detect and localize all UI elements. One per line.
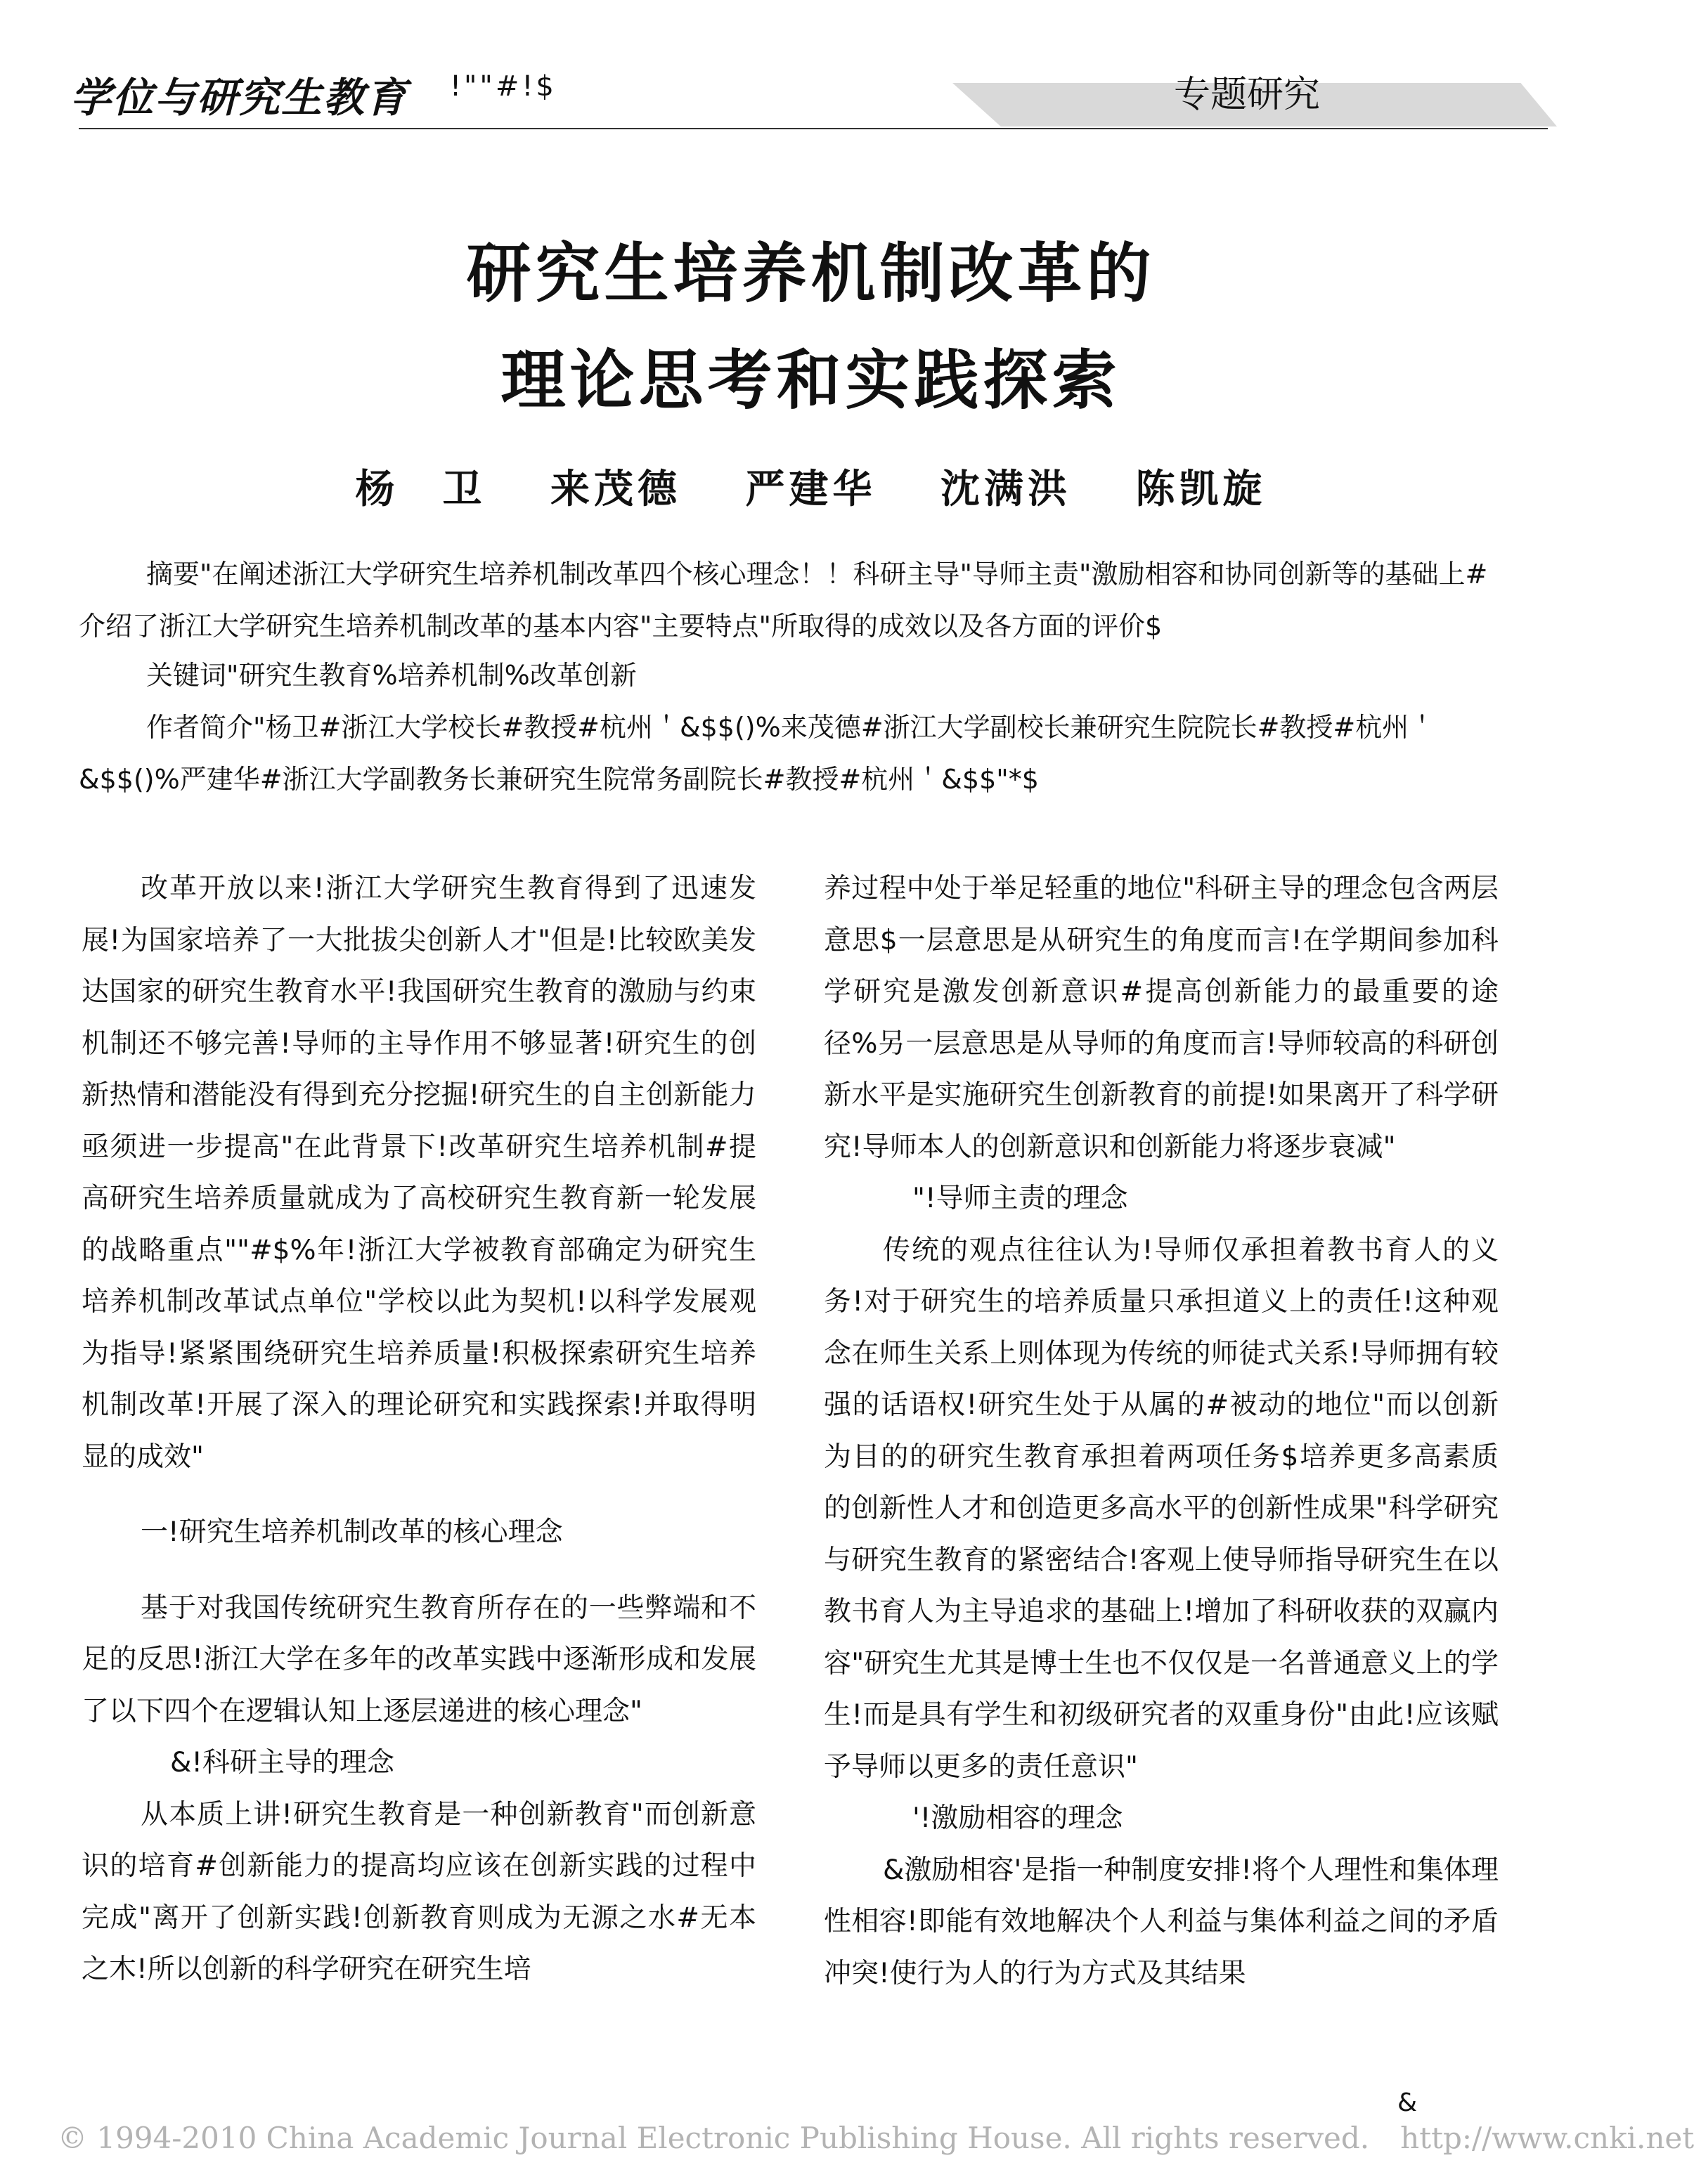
paragraph-incentive-compatibility: &激励相容'是指一种制度安排!将个人理性和集体理性相容!即能有效地解决个人利益与集体利益之间的矛盾冲突!使行为人的行为方式及其结果 <box>824 1854 1499 1989</box>
paragraph-supervisor-responsibility: 传统的观点往往认为!导师仅承担着教书育人的义务!对于研究生的培养质量只承担道义上的责任!这种观念在师生关系上则体现为传统的师徒式关系!导师拥有较强的话语权!研究生处于从属的#被动的地位"而以创新为目的的研究生教育承担着两项任务$培养更多高素质的创新性人才和创造更多高水平的创新性成果"科学研究与研究生教育的紧密结合!客观上使导师指导研究生在以教书育人为主导追求的基础上!增加了科研收获的双赢内容"研究生尤其是博士生也不仅仅是一名普通意义上的学生!而是具有学生和初级研究者的双重身份"由此!应该赋予导师以更多的责任意识" <box>824 1234 1499 1783</box>
paragraph-section-intro: 基于对我国传统研究生教育所存在的一些弊端和不足的反思!浙江大学在多年的改革实践中逐渐形成和发展了以下四个在逻辑认知上逐层递进的核心理念" <box>82 1592 756 1727</box>
author-name: 沈满洪 <box>940 467 1071 512</box>
copyright-text: © 1994-2010 China Academic Journal Electronic Publishing House. All rights reserved. <box>58 2121 1370 2155</box>
page-number: & <box>1397 2088 1418 2117</box>
author-list <box>0 458 1622 514</box>
subsection-heading: '!激励相容的理念 <box>912 1802 1123 1834</box>
paragraph-research-led-cont: 养过程中处于举足轻重的地位"科研主导的理念包含两层意思$一层意思是从研究生的角度而言!在学期间参加科学研究是激发创新意识#提高创新能力的最重要的途径%另一层意思是从导师的角度而言!导师较高的科研创新水平是实施研究生创新教育的前提!如果离开了科学研究!导师本人的创新意识和创新能力将逐步衰减" <box>824 873 1499 1163</box>
author-name: 陈凯旋 <box>1135 467 1267 512</box>
subsection-heading: &!科研主导的理念 <box>170 1747 395 1779</box>
issue-code: !""#!$ <box>450 70 557 103</box>
author-name: 严建华 <box>745 467 877 512</box>
paragraph-research-led: 从本质上讲!研究生教育是一种创新教育"而创新意识的培育#创新能力的提高均应该在创新实践的过程中完成"离开了创新实践!创新教育则成为无源之水#无本之木!所以创新的科学研究在研究生培 <box>82 1798 756 1985</box>
body-column-right <box>824 863 1499 1999</box>
journal-logo: 学位与研究生教育 <box>70 74 408 122</box>
keywords: 关键词"研究生教育%培养机制%改革创新 <box>146 660 637 691</box>
header-rule <box>79 128 1548 129</box>
author-bio: 作者简介"杨卫#浙江大学校长#教授#杭州＇&$$()%来茂德#浙江大学副校长兼研究生院院长#教授#杭州＇&$$()%严建华#浙江大学副教务长兼研究生院常务副院长#教授#杭州＇&$$"*$ <box>79 712 1436 795</box>
abstract: 摘要"在阐述浙江大学研究生培养机制改革四个核心理念！！科研主导"导师主责"激励相容和协同创新等的基础上#介绍了浙江大学研究生培养机制改革的基本内容"主要特点"所取得的成效以及各方面的评价$ <box>79 559 1488 642</box>
cnki-url: http://www.cnki.net <box>1400 2121 1694 2155</box>
article-title-line-2: 理论思考和实践探索 <box>500 343 1121 418</box>
section-tag: 专题研究 <box>1174 74 1321 116</box>
author-name: 杨 卫 <box>355 467 486 512</box>
article-title-line-1: 研究生培养机制改革的 <box>466 236 1156 311</box>
subsection-heading: "!导师主责的理念 <box>912 1183 1128 1214</box>
paragraph-intro: 改革开放以来!浙江大学研究生教育得到了迅速发展!为国家培养了一大批拔尖创新人才"但是!比较欧美发达国家的研究生教育水平!我国研究生教育的激励与约束机制还不够完善!导师的主导作用不够显著!研究生的创新热情和潜能没有得到充分挖掘!研究生的自主创新能力亟须进一步提高"在此背景下!改革研究生培养机制#提高研究生培养质量就成为了高校研究生教育新一轮发展的战略重点""#$%年!浙江大学被教育部确定为研究生培养机制改革试点单位"学校以此为契机!以科学发展观为指导!紧紧围绕研究生培养质量!积极探索研究生培养机制改革!开展了深入的理论研究和实践探索!并取得明显的成效" <box>82 873 756 1473</box>
section-heading: 一!研究生培养机制改革的核心理念 <box>141 1516 563 1548</box>
copyright-footer <box>58 2121 1694 2155</box>
author-name: 来茂德 <box>550 467 681 512</box>
body-column-left <box>82 863 756 1996</box>
